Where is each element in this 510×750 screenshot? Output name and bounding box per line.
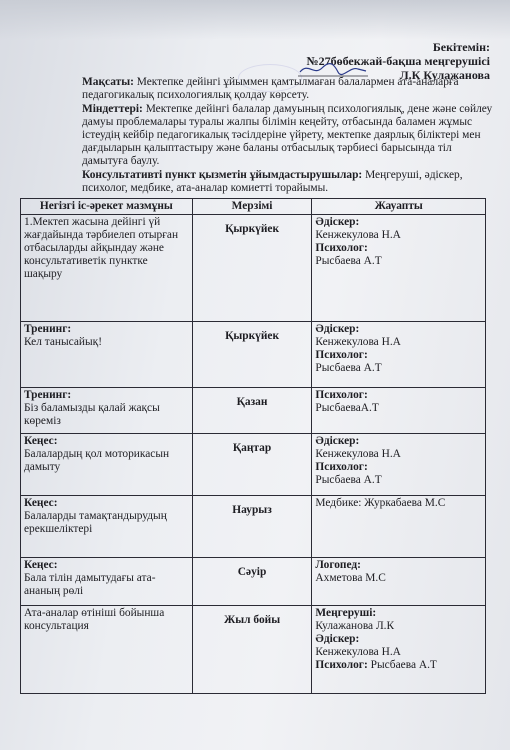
activity-content: Ата-аналар өтініші бойынша консультация — [24, 607, 165, 632]
organizers-label: Консультативті пункт қызметін ұйымдастырушылар: — [82, 169, 363, 181]
activity-cell — [21, 388, 193, 434]
activity-content: Біз баламызды қалай жақсы көреміз — [24, 402, 160, 427]
responsible-name: Кенжекулова Н.А — [315, 229, 401, 241]
responsible-name: Кенжекулова Н.А — [315, 336, 401, 348]
intro-text — [82, 76, 494, 196]
table-row — [21, 215, 486, 322]
tasks-label: Міндеттері: — [82, 103, 143, 115]
header-content: Негізгі іс-әрекет мазмұны — [21, 199, 193, 215]
activity-content: Балалардың қол моторикасын дамыту — [24, 448, 170, 473]
table-row — [21, 322, 486, 388]
responsible-name: Ахметова М.С — [315, 572, 386, 584]
responsible-role: Психолог: — [315, 659, 368, 671]
page-shadow — [0, 0, 510, 40]
period-cell: Қазан — [192, 388, 312, 434]
activity-cell — [21, 434, 193, 496]
responsible-name: Рысбаева А.Т — [315, 255, 382, 267]
responsible-role: Логопед: — [315, 559, 361, 571]
tasks-paragraph — [82, 103, 494, 168]
goal-paragraph — [82, 76, 494, 102]
organizers-paragraph — [82, 169, 494, 195]
approval-label: Бекітемін: — [432, 40, 490, 54]
responsible-name: Кулажанова Л.К — [315, 620, 395, 632]
activity-content: Балаларды тамақтандырудың ерекшеліктері — [24, 510, 167, 535]
table-header-row — [21, 199, 486, 215]
table-row — [21, 388, 486, 434]
responsible-name: Рысбаева А.Т — [315, 474, 382, 486]
goal-text: Мектепке дейінгі ұйыммен қамтылмаған балалармен ата-аналарға педагогикалық психологиялық қолдау көрсету. — [82, 76, 459, 101]
activity-cell — [21, 322, 193, 388]
responsible-cell — [312, 215, 486, 322]
responsible-name: Рысбаева А.Т — [370, 659, 437, 671]
approval-name: Л.К Кулажанова — [399, 68, 490, 82]
period-cell: Қаңтар — [192, 434, 312, 496]
responsible-name: Медбике: Журкабаева М.С — [315, 497, 446, 509]
goal-label: Мақсаты: — [82, 76, 134, 88]
approval-org: №27бөбекжай-бақша меңгерушісі — [306, 54, 490, 68]
responsible-cell — [312, 558, 486, 606]
responsible-name: Рысбаева А.Т — [315, 362, 382, 374]
responsible-role: Әдіскер: — [315, 633, 360, 645]
activity-content: Бала тілін дамытудағы ата-ананың рөлі — [24, 572, 156, 597]
header-period: Мерзімі — [192, 199, 312, 215]
activity-type: Кеңес: — [24, 559, 58, 571]
organizers-text: Меңгеруші, әдіскер, психолог, медбике, ата-аналар комиетті торайымы. — [82, 169, 463, 194]
activity-cell — [21, 496, 193, 558]
responsible-cell — [312, 322, 486, 388]
period-cell: Қыркүйек — [192, 322, 312, 388]
responsible-role: Әдіскер: — [315, 323, 360, 335]
period-cell: Жыл бойы — [192, 606, 312, 694]
activity-type: Тренинг: — [24, 389, 72, 401]
responsible-cell — [312, 388, 486, 434]
responsible-cell — [312, 496, 486, 558]
responsible-role: Психолог: — [315, 242, 368, 254]
activity-content: 1.Мектеп жасына дейінгі үй жағдайында тәрбиелеп отырған отбасыларды айқындау және консультативетік пунктке шақыру — [24, 216, 179, 280]
responsible-role: Психолог: — [315, 389, 368, 401]
responsible-name: Кенжекулова Н.А — [315, 646, 401, 658]
responsible-cell — [312, 606, 486, 694]
responsible-role: Әдіскер: — [315, 216, 360, 228]
activity-type: Тренинг: — [24, 323, 72, 335]
activity-cell — [21, 606, 193, 694]
table-row — [21, 434, 486, 496]
activity-content: Кел танысайық! — [24, 336, 102, 348]
period-cell: Сәуір — [192, 558, 312, 606]
activity-type: Кеңес: — [24, 497, 58, 509]
responsible-role: Психолог: — [315, 349, 368, 361]
responsible-role: Психолог: — [315, 461, 368, 473]
responsible-line — [315, 659, 482, 672]
header-responsible: Жауапты — [312, 199, 486, 215]
activity-cell — [21, 215, 193, 322]
period-cell: Наурыз — [192, 496, 312, 558]
table-row — [21, 496, 486, 558]
responsible-role: Меңгеруші: — [315, 607, 377, 619]
table-row — [21, 558, 486, 606]
period-cell: Қыркүйек — [192, 215, 312, 322]
activity-type: Кеңес: — [24, 435, 58, 447]
responsible-name: Кенжекулова Н.А — [315, 448, 401, 460]
tasks-text: Мектепке дейінгі балалар дамуының психологиялық, дене және сөйлеу дамуы проблемалары туралы жалпы білімін кеңейту, отбасында баламен жұмыс істеудің кейбір педагогикалық тәсілдеріне үйрету, мектепке даярлық біліктері мен дағдыларын қалыптастыру және баланы отбасылық тәрбиесі барысында тіл дамытуға баулу. — [82, 103, 493, 167]
table-row — [21, 606, 486, 694]
plan-table — [20, 198, 486, 694]
responsible-name: РысбаеваА.Т — [315, 402, 379, 414]
activity-cell — [21, 558, 193, 606]
responsible-cell — [312, 434, 486, 496]
responsible-role: Әдіскер: — [315, 435, 360, 447]
